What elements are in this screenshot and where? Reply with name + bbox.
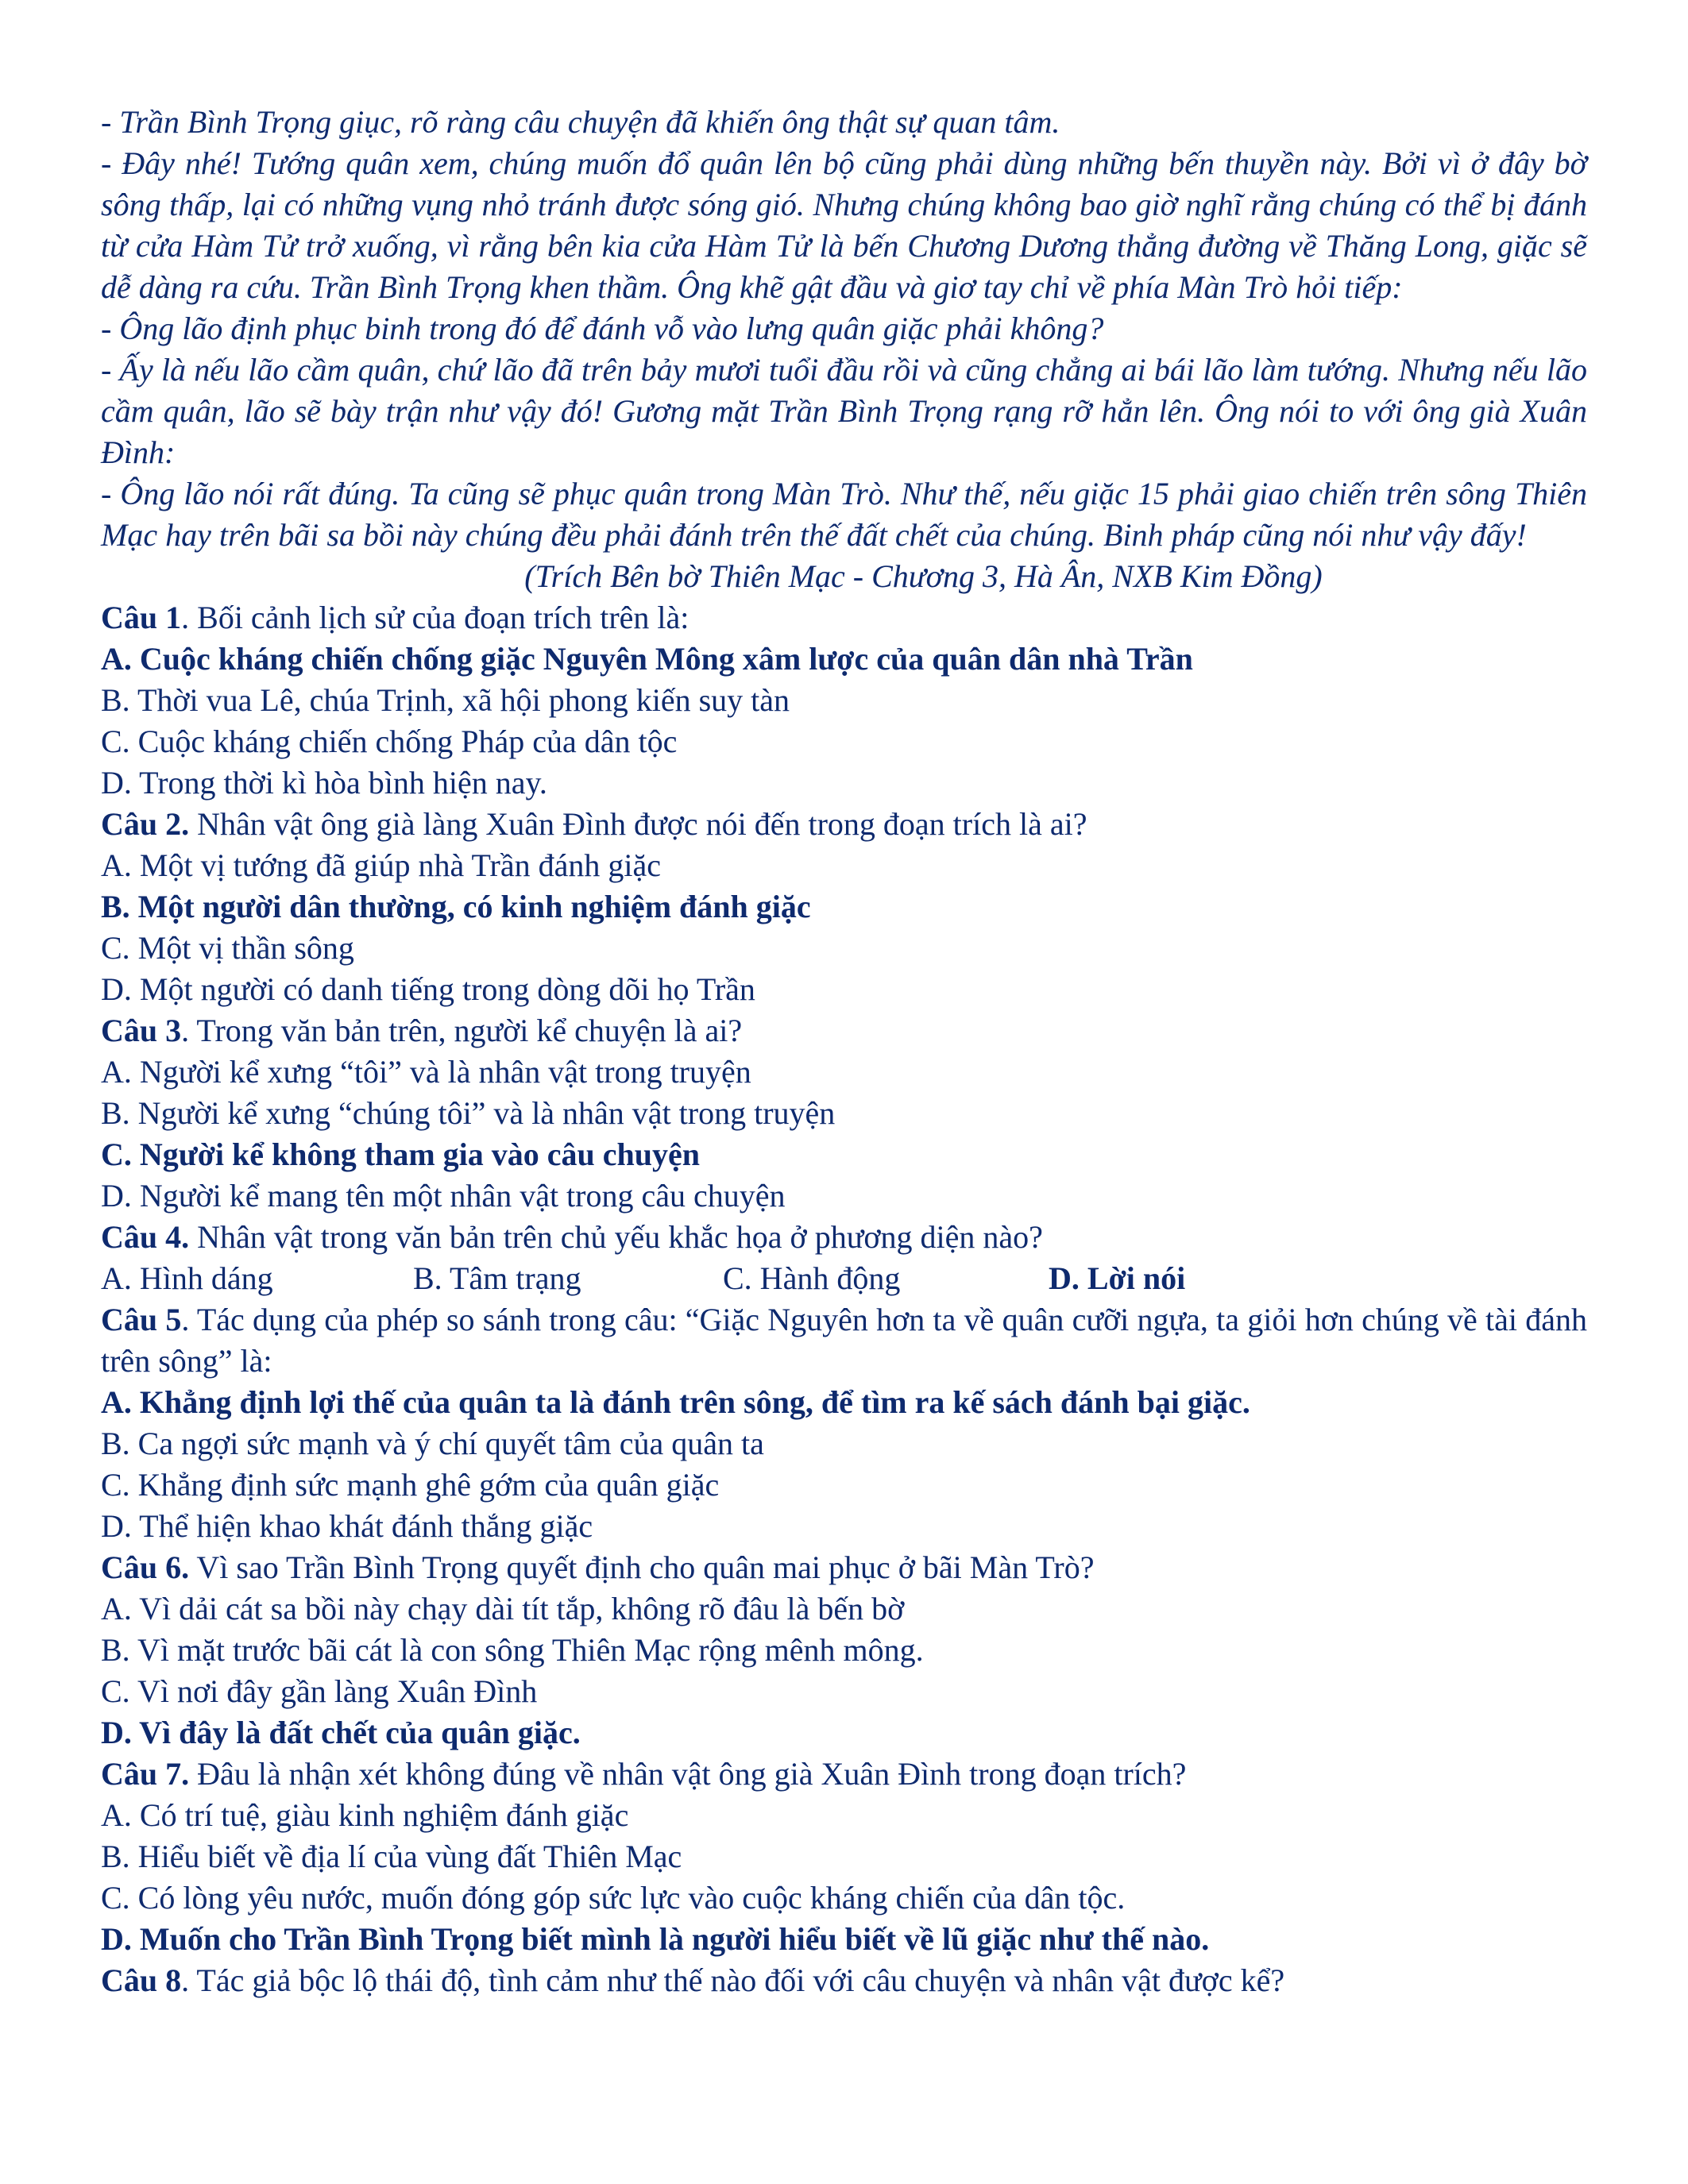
- question-7-option-c: C. Có lòng yêu nước, muốn đóng góp sức lực vào cuộc kháng chiến của dân tộc.: [101, 1880, 1126, 1916]
- question-4-option-b: B. Tâm trạng: [413, 1260, 581, 1296]
- question-1: [101, 597, 1587, 639]
- question-2: [101, 804, 1587, 845]
- question-7: [101, 1754, 1587, 1795]
- question-2-option-a: A. Một vị tướng đã giúp nhà Trần đánh giặc: [101, 847, 661, 883]
- question-3-text: . Trong văn bản trên, người kể chuyện là ai?: [181, 1013, 743, 1048]
- question-2-option-b: B. Một người dân thường, có kinh nghiệm đánh giặc: [101, 889, 811, 924]
- passage-line-3: - Ông lão định phục binh trong đó để đánh vỗ vào lưng quân giặc phải không?: [101, 311, 1104, 346]
- question-7-option-b: B. Hiểu biết về địa lí của vùng đất Thiên Mạc: [101, 1839, 682, 1874]
- question-6-text: Vì sao Trần Bình Trọng quyết định cho quân mai phục ở bãi Màn Trò?: [189, 1549, 1095, 1585]
- question-7-label: Câu 7.: [101, 1756, 190, 1792]
- question-4: [101, 1217, 1587, 1258]
- question-8-label: Câu 8: [101, 1962, 182, 1998]
- question-5-option-b: B. Ca ngợi sức mạnh và ý chí quyết tâm của quân ta: [101, 1426, 764, 1461]
- question-5-option-a: A. Khẳng định lợi thế của quân ta là đánh trên sông, để tìm ra kế sách đánh bại giặc.: [101, 1384, 1250, 1420]
- question-1-option-d: D. Trong thời kì hòa bình hiện nay.: [101, 765, 547, 801]
- question-3: [101, 1010, 1587, 1051]
- question-7-option-d: D. Muốn cho Trần Bình Trọng biết mình là người hiểu biết về lũ giặc như thế nào.: [101, 1921, 1210, 1957]
- question-3-option-b: B. Người kể xưng “chúng tôi” và là nhân vật trong truyện: [101, 1095, 836, 1131]
- question-6-option-a: A. Vì dải cát sa bồi này chạy dài tít tắp, không rõ đâu là bến bờ: [101, 1591, 905, 1626]
- question-3-label: Câu 3: [101, 1013, 182, 1048]
- question-2-option-d: D. Một người có danh tiếng trong dòng dõi họ Trần: [101, 971, 755, 1007]
- passage-paragraph-5: - Ông lão nói rất đúng. Ta cũng sẽ phục quân trong Màn Trò. Như thế, nếu giặc 15 phải giao chiến trên sông Thiên Mạc hay trên bãi sa bồi này chúng đều phải đánh trên thế đất chết của chúng. Binh pháp cũng nói như vậy đấy!: [101, 476, 1595, 553]
- question-4-label: Câu 4.: [101, 1219, 190, 1255]
- question-2-option-c: C. Một vị thần sông: [101, 930, 354, 966]
- question-4-text: Nhân vật trong văn bản trên chủ yếu khắc họa ở phương diện nào?: [189, 1219, 1043, 1255]
- question-5-option-c: C. Khẳng định sức mạnh ghê gớm của quân giặc: [101, 1467, 720, 1503]
- question-5-label: Câu 5: [101, 1302, 182, 1337]
- question-5-option-d: D. Thể hiện khao khát đánh thắng giặc: [101, 1508, 593, 1544]
- question-8-text: . Tác giả bộc lộ thái độ, tình cảm như thế nào đối với câu chuyện và nhân vật được kể?: [181, 1962, 1285, 1998]
- question-5: [101, 1299, 1595, 1382]
- question-4-option-d: D. Lời nói: [1049, 1260, 1186, 1296]
- question-5-text: . Tác dụng của phép so sánh trong câu: “Giặc Nguyên hơn ta về quân cưỡi ngựa, ta giỏi hơn chúng về tài đánh trên sông” là:: [101, 1302, 1595, 1379]
- question-4-option-c: C. Hành động: [723, 1260, 901, 1296]
- citation: (Trích Bên bờ Thiên Mạc - Chương 3, Hà Ân, NXB Kim Đồng): [524, 558, 1323, 594]
- question-1-option-c: C. Cuộc kháng chiến chống Pháp của dân tộc: [101, 723, 678, 759]
- question-6-option-c: C. Vì nơi đây gần làng Xuân Đình: [101, 1673, 538, 1709]
- passage-paragraph-2: - Đây nhé! Tướng quân xem, chúng muốn đổ quân lên bộ cũng phải dùng những bến thuyền này. Bởi vì ở đây bờ sông thấp, lại có những vụng nhỏ tránh được sóng gió. Nhưng chúng không bao giờ nghĩ rằng chúng có thể bị đánh từ cửa Hàm Tử trở xuống, vì rằng bên kia cửa Hàm Tử là bến Chương Dương thẳng đường về Thăng Long, giặc sẽ dễ dàng ra cứu. Trần Bình Trọng khen thầm. Ông khẽ gật đầu và giơ tay chỉ về phía Màn Trò hỏi tiếp:: [101, 145, 1595, 305]
- question-1-option-b: B. Thời vua Lê, chúa Trịnh, xã hội phong kiến suy tàn: [101, 682, 790, 718]
- question-6-option-b: B. Vì mặt trước bãi cát là con sông Thiên Mạc rộng mênh mông.: [101, 1632, 924, 1668]
- question-1-label: Câu 1: [101, 600, 182, 635]
- question-6: [101, 1547, 1587, 1588]
- question-6-option-d: D. Vì đây là đất chết của quân giặc.: [101, 1715, 581, 1750]
- question-1-option-a: A. Cuộc kháng chiến chống giặc Nguyên Mông xâm lược của quân dân nhà Trần: [101, 641, 1193, 677]
- question-3-option-a: A. Người kể xưng “tôi” và là nhân vật trong truyện: [101, 1054, 751, 1090]
- question-6-label: Câu 6.: [101, 1549, 190, 1585]
- question-8: [101, 1960, 1587, 2001]
- question-7-option-a: A. Có trí tuệ, giàu kinh nghiệm đánh giặc: [101, 1797, 629, 1833]
- question-3-option-d: D. Người kể mang tên một nhân vật trong câu chuyện: [101, 1178, 786, 1214]
- question-1-text: . Bối cảnh lịch sử của đoạn trích trên là:: [181, 600, 689, 635]
- question-7-text: Đâu là nhận xét không đúng về nhân vật ông già Xuân Đình trong đoạn trích?: [189, 1756, 1187, 1792]
- passage-line-1: - Trần Bình Trọng giục, rõ ràng câu chuyện đã khiến ông thật sự quan tâm.: [101, 104, 1060, 140]
- passage-paragraph-4: - Ấy là nếu lão cầm quân, chứ lão đã trên bảy mươi tuổi đầu rồi và cũng chẳng ai bái lão làm tướng. Nhưng nếu lão cầm quân, lão sẽ bày trận như vậy đó! Gương mặt Trần Bình Trọng rạng rỡ hẳn lên. Ông nói to với ông già Xuân Đình:: [101, 352, 1595, 470]
- question-3-option-c: C. Người kể không tham gia vào câu chuyện: [101, 1136, 701, 1172]
- question-4-option-a: A. Hình dáng: [101, 1260, 273, 1296]
- question-4-options: [101, 1258, 1587, 1299]
- question-2-label: Câu 2.: [101, 806, 190, 842]
- question-2-text: Nhân vật ông già làng Xuân Đình được nói đến trong đoạn trích là ai?: [189, 806, 1087, 842]
